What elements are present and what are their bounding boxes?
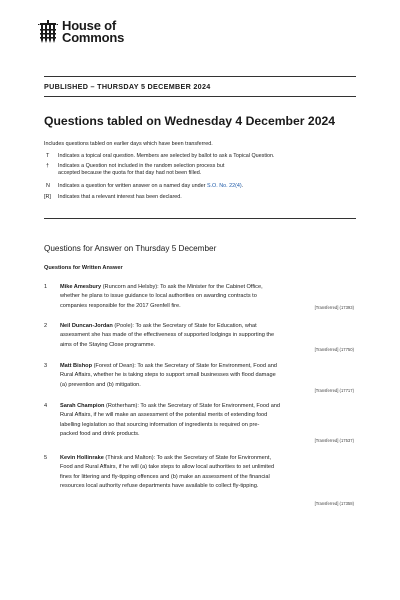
key-item [44,153,356,161]
question-number: 3 [44,363,48,369]
key-text: Indicates that a relevant interest has been declared. [58,194,182,200]
published-date: PUBLISHED – THURSDAY 5 DECEMBER 2024 [44,82,211,91]
question-body [60,362,336,390]
key-symbol: T [46,153,50,159]
question-number: 1 [44,284,48,290]
logo-line-1: House of [62,18,117,33]
question-item [44,283,356,319]
question-number: 2 [44,323,48,329]
key-text-tail: . [241,183,244,189]
divider [44,96,356,97]
key-item [44,183,356,191]
member-constituency: (Rotherham): [104,403,141,409]
key-text: Indicates a topical oral question. Members are selected by ballot to ask a Topical Question. [58,153,275,159]
key-text [58,183,243,190]
member-name: Kevin Hollinrake [60,455,104,461]
key-symbol: N [46,183,50,189]
logo-wordmark [62,20,124,44]
member-constituency: (Forest of Dean): [92,363,138,369]
question-reference: [Transferred] (17393) [314,305,354,310]
key-item [44,163,356,179]
key-text-continued: accepted because the quota for that day had not been filled. [58,170,202,176]
subsection-heading: Questions for Written Answer [44,265,123,271]
key-symbol: † [46,163,49,169]
member-name: Mike Amesbury [60,284,102,290]
question-item [44,402,356,448]
question-body [60,283,336,311]
question-line: resources local authority refuse departments have available to collect fly-tipping. [60,483,259,490]
question-line: assessment she has made of the effectiveness of supported lodgings in supporting the [60,332,275,339]
section-heading: Questions for Answer on Thursday 5 December [44,244,217,253]
question-line: To ask the Minister for the Cabinet Office, [160,284,263,290]
question-line: (a) prevention and (b) mitigation. [60,381,141,388]
member-constituency: (Poole): [112,323,136,329]
key-symbol: [R] [44,194,51,200]
question-line: To ask the Secretary of State for Environment, [156,455,272,461]
question-item [44,322,356,358]
member-constituency: (Runcorn and Helsby): [101,284,161,290]
question-reference: [Transferred] (17537) [314,438,354,443]
key-text-main: Indicates a question for written answer on a named day under [58,183,207,189]
question-body [60,402,336,440]
standing-order-link[interactable]: S.O. No. 22(4) [206,183,242,189]
question-line: packed food and drink products. [60,431,140,438]
question-line: Food and Rural Affairs, if he will (a) take steps to allow local authorities to set unlimited [60,464,275,471]
intro-note: Includes questions tabled on earlier days which have been transferred. [44,141,213,147]
question-line: fines for littering and fly-tipping offences and (b) make an assessment of the financial [60,473,270,480]
key-text: Indicates a Question not included in the random selection process but [58,163,225,169]
question-number: 5 [44,455,48,461]
question-line: To ask the Secretary of State for Education, what [135,323,257,329]
logo-line-2: Commons [62,30,125,45]
member-name: Neil Duncan-Jordan [60,323,113,329]
question-line: aims of the Staying Close programme. [60,341,156,348]
question-line: labelling legislation so that sourcing information of ingredients is required on pre- [60,421,260,428]
divider [44,76,356,77]
question-line: companies responsible for the 2017 Grenfell fire. [60,302,181,309]
question-line: whether he plans to issue guidance to local authorities on awarding contracts to [60,293,257,300]
page-title: Questions tabled on Wednesday 4 December 2024 [44,114,336,128]
member-constituency: (Thirsk and Malton): [103,455,157,461]
house-of-commons-logo [38,20,124,46]
question-reference: [Transferred] (17717) [314,388,354,393]
question-number: 4 [44,403,48,409]
portcullis-icon [38,20,58,46]
question-item [44,362,356,398]
question-line: To ask the Secretary of State for Environment, Food and [140,403,281,409]
question-line: To ask the Secretary of State for Environment, Food and [137,363,277,369]
key-item [44,194,356,202]
question-reference: [Transferred] (17750) [314,347,354,352]
divider [44,218,356,219]
question-reference: [Transferred] (17358) [314,501,354,506]
member-name: Matt Bishop [60,363,93,369]
question-item [44,454,356,510]
question-body [60,454,336,492]
question-line: Rural Affairs, whether he is taking steps to support small businesses with flood damage [60,372,276,379]
member-name: Sarah Champion [60,403,105,409]
question-line: Rural Affairs, if he will make an assessment of the potential merits of extending food [60,412,268,419]
question-body [60,322,336,350]
